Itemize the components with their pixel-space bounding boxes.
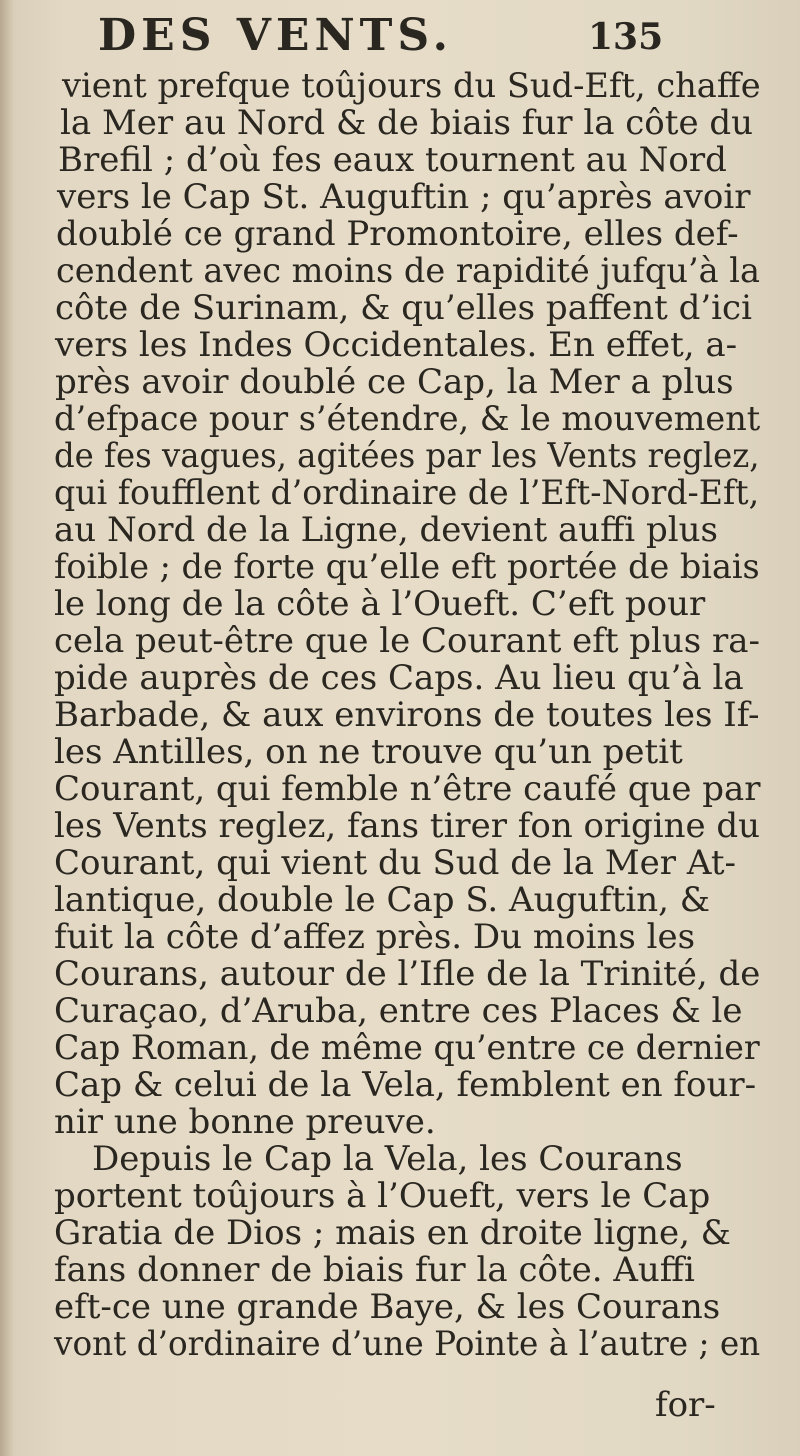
text-line: nir une bonne preuve.	[54, 1102, 436, 1142]
text-line: Brefil ; d’où fes eaux tournent au Nord	[58, 140, 727, 180]
page-header	[0, 10, 800, 70]
text-line: Depuis le Cap la Vela, les Courans	[92, 1139, 683, 1179]
text-line: vient prefque toûjours du Sud-Eft, chaffe	[62, 66, 761, 106]
text-line: Cap & celui de la Vela, femblent en four-	[54, 1065, 757, 1105]
text-line: la Mer au Nord & de biais fur la côte du	[60, 103, 754, 143]
text-line: lantique, double le Cap S. Auguftin, &	[54, 880, 711, 920]
text-line: les Vents reglez, fans tirer fon origine du	[54, 806, 761, 846]
text-line: cela peut-être que le Courant eft plus ra-	[54, 621, 760, 661]
text-line: près avoir doublé ce Cap, la Mer a plus	[55, 362, 734, 402]
text-line: foible ; de forte qu’elle eft portée de biais	[54, 547, 760, 587]
text-line: fans donner de biais fur la côte. Auffi	[54, 1250, 695, 1290]
text-line: pide auprès de ces Caps. Au lieu qu’à la	[54, 658, 744, 698]
text-line: Cap Roman, de même qu’entre ce dernier	[54, 1028, 760, 1068]
text-line: vont d’ordinaire d’une Pointe à l’autre ; en	[54, 1324, 761, 1364]
text-line: côte de Surinam, & qu’elles paffent d’ici	[55, 288, 752, 328]
text-line: cendent avec moins de rapidité jufqu’à la	[56, 251, 761, 291]
text-line: Barbade, & aux environs de toutes les If-	[54, 695, 760, 735]
text-line: au Nord de la Ligne, devient auffi plus	[54, 510, 718, 550]
text-line: de fes vagues, agitées par les Vents reglez,	[54, 436, 760, 476]
text-line: le long de la côte à l’Oueft. C’eft pour	[54, 584, 706, 624]
text-line: les Antilles, on ne trouve qu’un petit	[54, 732, 683, 772]
text-line: portent toûjours à l’Oueft, vers le Cap	[54, 1176, 711, 1216]
text-line: Courant, qui femble n’être caufé que par	[54, 769, 761, 809]
catchword: for-	[655, 1385, 716, 1425]
text-line: Courans, autour de l’Ifle de la Trinité, de	[54, 954, 761, 994]
text-line: eft-ce une grande Baye, & les Courans	[54, 1287, 721, 1327]
text-line: doublé ce grand Promontoire, elles def-	[56, 214, 739, 254]
text-line: Curaçao, d’Aruba, entre ces Places & le	[54, 991, 743, 1031]
gutter-shadow	[0, 0, 14, 1456]
text-line: qui foufflent d’ordinaire de l’Eft-Nord-Eft,	[54, 473, 760, 513]
text-line: d’efpace pour s’étendre, & le mouvement	[54, 399, 761, 439]
running-title: DES VENTS.	[98, 10, 453, 61]
text-line: Courant, qui vient du Sud de la Mer At-	[54, 843, 736, 883]
text-line: Gratia de Dios ; mais en droite ligne, &	[54, 1213, 731, 1253]
page-number: 135	[588, 16, 664, 58]
text-line: vers les Indes Occidentales. En effet, a-	[55, 325, 738, 365]
text-line: vers le Cap St. Auguftin ; qu’après avoir	[57, 177, 751, 217]
text-line: fuit la côte d’affez près. Du moins les	[54, 917, 696, 957]
